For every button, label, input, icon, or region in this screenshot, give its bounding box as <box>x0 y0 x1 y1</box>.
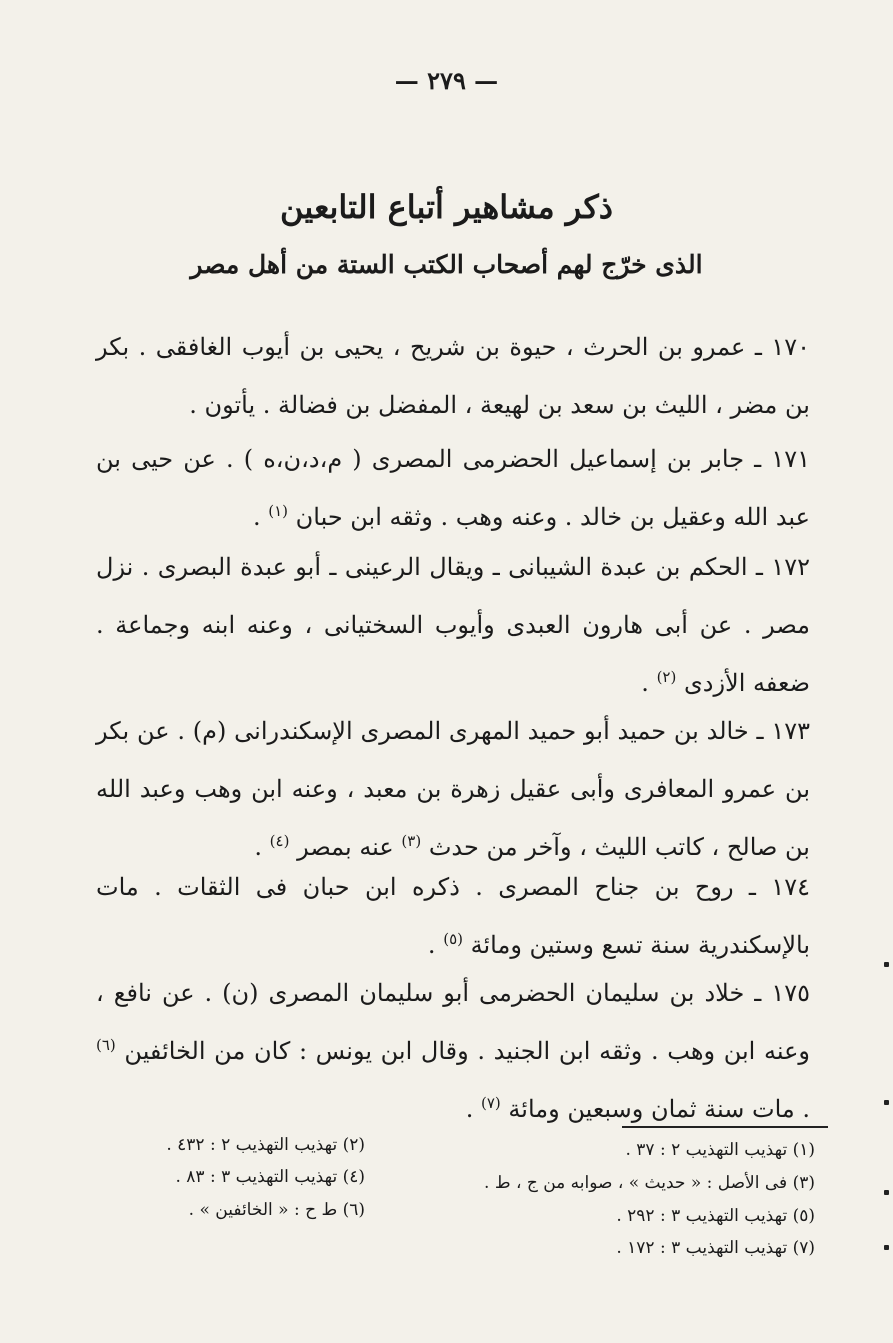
entry-171 <box>96 430 810 546</box>
entry-tail: . <box>254 833 263 861</box>
entry-text-cont: . مات سنة ثمان وسبعين ومائة <box>508 1095 810 1123</box>
footnote-ref: (٢) <box>656 668 677 686</box>
footnote-ref: (٣) <box>401 832 422 850</box>
footnote-3: (٣) فى الأصل : « حديث » ، صوابه من ج ، ط . <box>484 1173 815 1193</box>
footnote-1: (١) تهذيب التهذيب ٢ : ٣٧ . <box>625 1140 815 1160</box>
page-number: — ٢٧٩ — <box>394 66 499 95</box>
footnote-4: (٤) تهذيب التهذيب ٣ : ٨٣ . <box>175 1167 365 1187</box>
entry-174 <box>96 858 810 974</box>
footnote-separator <box>622 1126 828 1128</box>
scan-speck <box>884 962 889 967</box>
section-subtitle: الذى خرّج لهم أصحاب الكتب الستة من أهل مصر <box>190 250 703 279</box>
scan-speck <box>884 1100 889 1105</box>
footnote-ref: (١) <box>268 502 288 520</box>
entry-tail: . <box>465 1095 474 1123</box>
entry-173 <box>96 702 810 876</box>
entry-tail: . <box>427 931 436 959</box>
entry-text: ١٧٥ ـ خلاد بن سليمان الحضرمى أبو سليمان المصرى (ن) . عن نافع ، وعنه ابن وهب . وثقه ابن الجنيد . وقال ابن يونس : كان من الخائفين <box>96 979 810 1065</box>
footnote-ref: (٦) <box>96 1036 116 1054</box>
footnote-ref: (٥) <box>443 930 463 948</box>
entry-tail: . <box>252 503 261 531</box>
scan-speck <box>884 1245 889 1250</box>
entry-172 <box>96 538 810 712</box>
footnote-ref: (٧) <box>480 1094 501 1112</box>
scan-speck <box>884 1190 889 1195</box>
entry-175 <box>96 964 810 1138</box>
entry-text: ١٧١ ـ جابر بن إسماعيل الحضرمى المصرى ( م،د،ن،ه ) . عن حيى بن عبد الله وعقيل بن خالد . وعنه وهب . وثقه ابن حبان <box>96 445 810 531</box>
entry-text-cont: عنه بمصر <box>297 833 394 861</box>
entry-170 <box>96 318 810 434</box>
entry-text: ١٧٤ ـ روح بن جناح المصرى . ذكره ابن حبان فى الثقات . مات بالإسكندرية سنة تسع وستين ومائة <box>96 873 810 959</box>
entry-text: ١٧٢ ـ الحكم بن عبدة الشيبانى ـ ويقال الرعينى ـ أبو عبدة البصرى . نزل مصر . عن أبى هارون العبدى وأيوب السختيانى ، وعنه ابنه وجماعة . ضعفه الأزدى <box>96 553 810 697</box>
footnote-7: (٧) تهذيب التهذيب ٣ : ١٧٢ . <box>616 1238 815 1258</box>
entry-text: ١٧٣ ـ خالد بن حميد أبو حميد المهرى المصرى الإسكندرانى (م) . عن بكر بن عمرو المعافرى وأبى عقيل زهرة بن معبد ، وعنه ابن وهب وعبد الله بن صالح ، كاتب الليث ، وآخر من حدث <box>96 717 810 861</box>
section-title: ذكر مشاهير أتباع التابعين <box>280 188 613 226</box>
footnote-6: (٦) ط ح : « الخائفين » . <box>188 1200 365 1220</box>
footnote-2: (٢) تهذيب التهذيب ٢ : ٤٣٢ . <box>166 1135 365 1155</box>
footnote-ref: (٤) <box>269 832 290 850</box>
entry-tail: . <box>641 669 649 697</box>
footnote-5: (٥) تهذيب التهذيب ٣ : ٢٩٢ . <box>616 1206 815 1226</box>
entry-text: ١٧٠ ـ عمرو بن الحرث ، حيوة بن شريح ، يحيى بن أيوب الغافقى . بكر بن مضر ، الليث بن سعد بن لهيعة ، المفضل بن فضالة . يأتون . <box>96 333 811 419</box>
